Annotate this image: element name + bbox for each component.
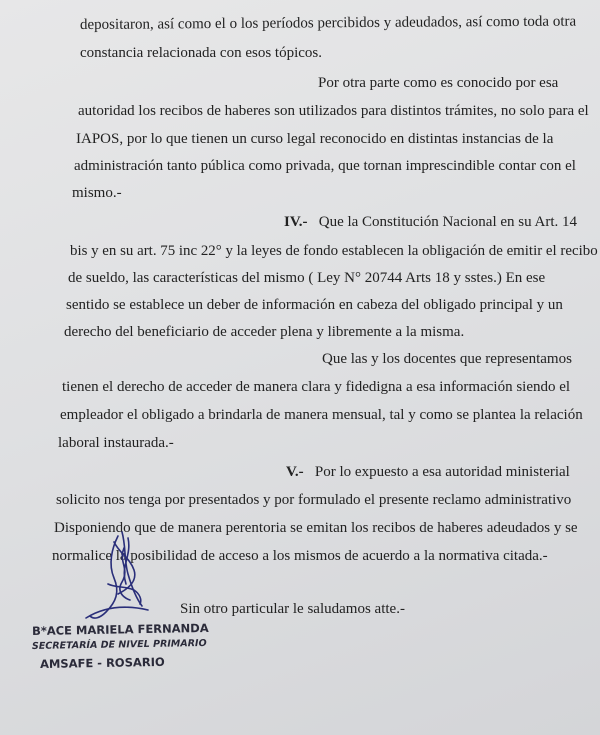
paragraph-line: empleador el obligado a brindarla de manera mensual, tal y como se plantea la relación: [60, 407, 583, 423]
paragraph-line: bis y en su art. 75 inc 22° y la leyes de fondo establecen la obligación de emitir el recibo: [70, 243, 598, 259]
paragraph-line: tienen el derecho de acceder de manera clara y fidedigna a esa información siendo el: [62, 379, 571, 395]
paragraph-line: sentido se establece un deber de información en cabeza del obligado principal y un: [66, 297, 563, 313]
paragraph-line: Por otra parte como es conocido por esa: [318, 75, 559, 91]
paragraph-line: mismo.-: [72, 185, 122, 201]
signer-role: SECRETARÍA DE NIVEL PRIMARIO: [31, 637, 207, 652]
section-number-iv: IV.-: [284, 214, 308, 230]
paragraph-line: derecho del beneficiario de acceder plena y libremente a la misma.: [64, 324, 465, 340]
paragraph-line: Que las y los docentes que representamos: [322, 351, 572, 367]
paragraph-line: solicito nos tenga por presentados y por formulado el presente reclamo administrativo: [56, 492, 572, 508]
paragraph-line: administración tanto pública como privada, que tornan imprescindible contar con el: [74, 158, 576, 174]
paragraph-line: laboral instaurada.-: [58, 435, 174, 451]
signer-organization: AMSAFE - ROSARIO: [39, 654, 165, 671]
paragraph-line: constancia relacionada con esos tópicos.: [80, 45, 322, 61]
section-heading-iv: IV.- Que la Constitución Nacional en su Art. 14: [284, 214, 578, 230]
signer-name: B*ACE MARIELA FERNANDA: [31, 620, 209, 638]
paragraph-line: IAPOS, por lo que tienen un curso legal reconocido en distintas instancias de la: [76, 131, 554, 147]
handwritten-signature: [78, 528, 168, 623]
section-number-v: V.-: [286, 464, 304, 480]
paragraph-line: Disponiendo que de manera perentoria se emitan los recibos de haberes adeudados y se: [54, 520, 578, 536]
paragraph-line: autoridad los recibos de haberes son utilizados para distintos trámites, no solo para el: [78, 103, 589, 119]
section-heading-v: V.- Por lo expuesto a esa autoridad ministerial: [286, 464, 570, 480]
paragraph-line: de sueldo, las características del mismo ( Ley N° 20744 Arts 18 y sstes.) En ese: [68, 270, 546, 286]
paragraph-line: depositaron, así como el o los períodos percibidos y adeudados, así como toda otra: [79, 13, 577, 33]
paragraph-line: normalice la posibilidad de acceso a los mismos de acuerdo a la normativa citada.-: [52, 548, 548, 564]
closing-line: Sin otro particular le saludamos atte.-: [180, 601, 405, 617]
